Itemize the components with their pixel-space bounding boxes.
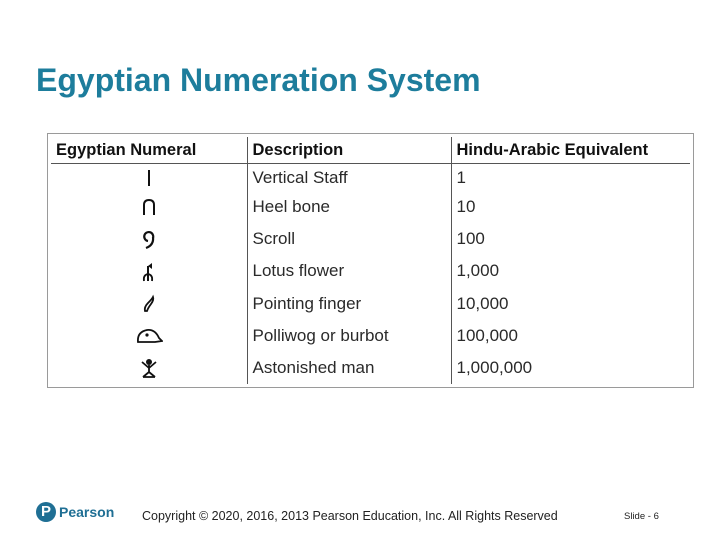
- scroll-glyph-icon: [141, 230, 157, 250]
- polliwog-glyph-icon: [135, 326, 163, 346]
- value-cell: 10,000: [451, 288, 690, 320]
- description-cell: Scroll: [247, 223, 451, 255]
- numeral-cell: [51, 223, 247, 255]
- value-cell: 1: [451, 164, 690, 192]
- description-cell: Pointing finger: [247, 288, 451, 320]
- pearson-logo-text: Pearson: [59, 504, 115, 520]
- description-cell: Heel bone: [247, 191, 451, 223]
- numeration-table: [51, 137, 690, 384]
- copyright-text: Copyright © 2020, 2016, 2013 Pearson Education, Inc. All Rights Reserved: [142, 509, 558, 523]
- slide-number: Slide - 6: [624, 511, 659, 522]
- description-cell: Astonished man: [247, 352, 451, 384]
- pearson-logo-mark: P: [40, 503, 51, 520]
- pointing-finger-glyph-icon: [142, 294, 156, 314]
- numeral-cell: [51, 255, 247, 287]
- pearson-logo: [36, 502, 114, 522]
- numeral-cell: [51, 288, 247, 320]
- astonished-man-glyph-icon: [139, 357, 159, 379]
- table-row: [51, 164, 690, 192]
- description-cell: Lotus flower: [247, 255, 451, 287]
- numeral-cell: [51, 191, 247, 223]
- value-cell: 100,000: [451, 320, 690, 352]
- table-row: [51, 320, 690, 352]
- value-cell: 100: [451, 223, 690, 255]
- numeration-table-frame: [47, 133, 694, 388]
- table-row: [51, 255, 690, 287]
- table-row: [51, 288, 690, 320]
- value-cell: 1,000,000: [451, 352, 690, 384]
- numeral-cell: [51, 352, 247, 384]
- vertical-staff-glyph-icon: [143, 168, 155, 188]
- description-cell: Polliwog or burbot: [247, 320, 451, 352]
- pearson-logo-icon: [36, 502, 56, 522]
- table-header-row: [51, 137, 690, 164]
- value-cell: 10: [451, 191, 690, 223]
- table-row: [51, 352, 690, 384]
- numeral-cell: [51, 320, 247, 352]
- heel-bone-glyph-icon: [141, 197, 157, 217]
- header-hindu-arabic: Hindu-Arabic Equivalent: [451, 137, 690, 164]
- table-row: [51, 191, 690, 223]
- table-row: [51, 223, 690, 255]
- numeral-cell: [51, 164, 247, 192]
- header-egyptian-numeral: Egyptian Numeral: [51, 137, 247, 164]
- header-description: Description: [247, 137, 451, 164]
- slide-title: Egyptian Numeration System: [36, 62, 481, 98]
- description-cell: Vertical Staff: [247, 164, 451, 192]
- lotus-flower-glyph-icon: [140, 260, 158, 282]
- value-cell: 1,000: [451, 255, 690, 287]
